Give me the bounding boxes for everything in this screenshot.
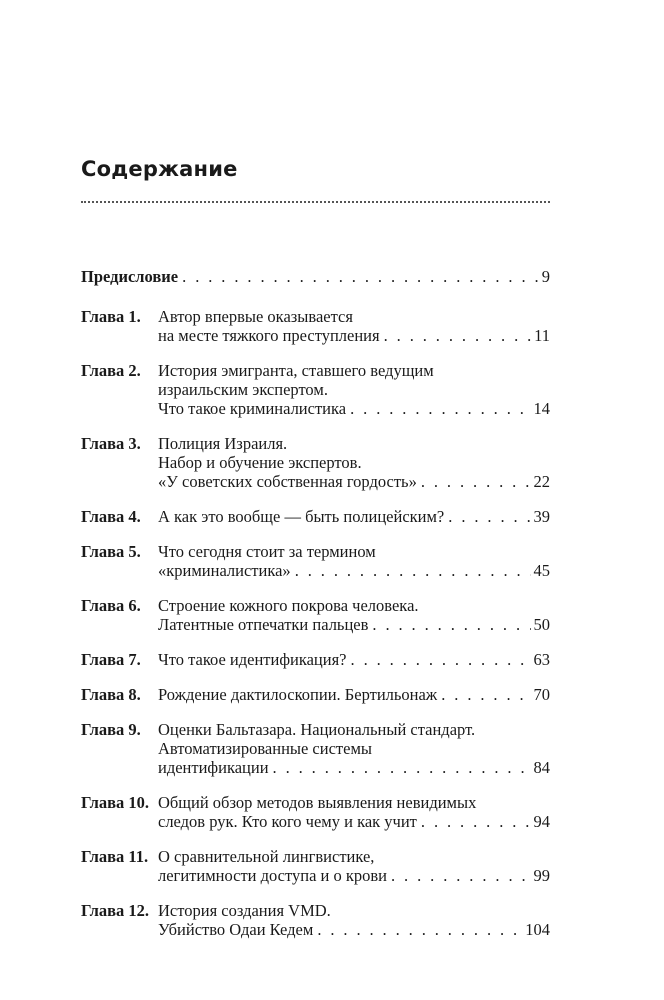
toc-entry-preface xyxy=(81,267,550,286)
page-number: 11 xyxy=(534,326,550,345)
chapter-title-line: Что такое идентификация? xyxy=(158,650,347,669)
dot-leader xyxy=(441,685,530,704)
toc-entry-line xyxy=(158,866,550,885)
toc-entry-line xyxy=(158,615,550,634)
chapter-title-line: Полиция Израиля. xyxy=(158,434,288,453)
dot-leader xyxy=(372,615,530,634)
page-number: 9 xyxy=(541,267,550,286)
page-number: 63 xyxy=(533,650,550,669)
chapter-title-line: Автор впервые оказывается xyxy=(158,307,353,326)
chapter-title-line: израильским экспертом. xyxy=(158,380,328,399)
dot-leader xyxy=(421,812,531,831)
toc-entry-line xyxy=(81,267,550,286)
dot-leader xyxy=(421,472,531,491)
page-number: 99 xyxy=(533,866,550,885)
chapter-title-line: Общий обзор методов выявления невидимых xyxy=(158,793,477,812)
dot-leader xyxy=(448,507,530,526)
chapter-label: Глава 5. xyxy=(81,542,141,561)
chapter-label: Глава 4. xyxy=(81,507,141,526)
page-number: 14 xyxy=(533,399,550,418)
chapter-title-line: Оценки Бальтазара. Национальный стандарт. xyxy=(158,720,476,739)
chapter-label: Глава 7. xyxy=(81,650,141,669)
toc-entry-chapter xyxy=(81,901,550,939)
page-number: 45 xyxy=(533,561,550,580)
toc-entry-chapter xyxy=(81,847,550,885)
chapter-label: Глава 1. xyxy=(81,307,141,326)
chapter-label: Глава 10. xyxy=(81,793,150,812)
toc-entry-chapter xyxy=(81,434,550,491)
chapter-label: Глава 9. xyxy=(81,720,141,739)
toc-entry-line xyxy=(158,472,550,491)
table-of-contents xyxy=(81,267,550,955)
page-number: 70 xyxy=(533,685,550,704)
page-number: 104 xyxy=(525,920,550,939)
dot-leader xyxy=(317,920,522,939)
dot-leader xyxy=(273,758,531,777)
chapter-label: Глава 3. xyxy=(81,434,141,453)
chapter-title-line: следов рук. Кто кого чему и как учит xyxy=(158,812,417,831)
toc-entry-line xyxy=(158,758,550,777)
chapter-title-line: О сравнительной лингвистике, xyxy=(158,847,375,866)
dot-leader xyxy=(384,326,532,345)
chapter-label: Глава 12. xyxy=(81,901,150,920)
chapter-label: Глава 11. xyxy=(81,847,149,866)
page-number: 94 xyxy=(533,812,550,831)
toc-entry-line xyxy=(158,399,550,418)
chapter-title-line: на месте тяжкого преступления xyxy=(158,326,380,345)
title-divider xyxy=(81,201,550,203)
dot-leader xyxy=(295,561,531,580)
chapter-title-line: «криминалистика» xyxy=(158,561,291,580)
toc-entry-line xyxy=(158,920,550,939)
toc-entry-chapter xyxy=(81,685,550,704)
chapter-title-line: Что сегодня стоит за термином xyxy=(158,542,376,561)
chapter-label: Глава 2. xyxy=(81,361,141,380)
toc-entry-chapter xyxy=(81,596,550,634)
chapter-title-line: Убийство Одаи Кедем xyxy=(158,920,314,939)
chapter-label: Глава 8. xyxy=(81,685,141,704)
chapter-title-line: История эмигранта, ставшего ведущим xyxy=(158,361,434,380)
dot-leader xyxy=(351,650,531,669)
chapter-title-line: Что такое криминалистика xyxy=(158,399,347,418)
toc-entry-line xyxy=(158,650,550,669)
toc-entry-chapter xyxy=(81,507,550,526)
toc-entry-chapter xyxy=(81,361,550,418)
dot-leader xyxy=(391,866,531,885)
chapter-title-line: Рождение дактилоскопии. Бертильонаж xyxy=(158,685,438,704)
chapter-title-line: Латентные отпечатки пальцев xyxy=(158,615,369,634)
chapter-title-line: легитимности доступа и о крови xyxy=(158,866,387,885)
preface-label: Предисловие xyxy=(81,267,179,286)
page-number: 22 xyxy=(533,472,550,491)
toc-entry-chapter xyxy=(81,793,550,831)
toc-entry-chapter xyxy=(81,720,550,777)
toc-entry-chapter xyxy=(81,650,550,669)
chapter-title-line: идентификации xyxy=(158,758,269,777)
page-title: Содержание xyxy=(81,157,238,181)
toc-entry-line xyxy=(158,326,550,345)
toc-entry-chapter xyxy=(81,307,550,345)
dot-leader xyxy=(182,267,539,286)
toc-entry-line xyxy=(158,507,550,526)
toc-entry-line xyxy=(158,561,550,580)
toc-entry-line xyxy=(158,812,550,831)
chapter-title-line: «У советских собственная гордость» xyxy=(158,472,417,491)
chapter-title-line: Автоматизированные системы xyxy=(158,739,372,758)
chapter-label: Глава 6. xyxy=(81,596,141,615)
chapter-title-line: История создания VMD. xyxy=(158,901,331,920)
toc-entry-line xyxy=(158,685,550,704)
dot-leader xyxy=(350,399,530,418)
chapter-title-line: А как это вообще — быть полицейским? xyxy=(158,507,445,526)
page-number: 39 xyxy=(533,507,550,526)
chapter-title-line: Строение кожного покрова человека. xyxy=(158,596,419,615)
toc-entry-chapter xyxy=(81,542,550,580)
chapter-title-line: Набор и обучение экспертов. xyxy=(158,453,362,472)
page-number: 50 xyxy=(533,615,550,634)
page-number: 84 xyxy=(533,758,550,777)
